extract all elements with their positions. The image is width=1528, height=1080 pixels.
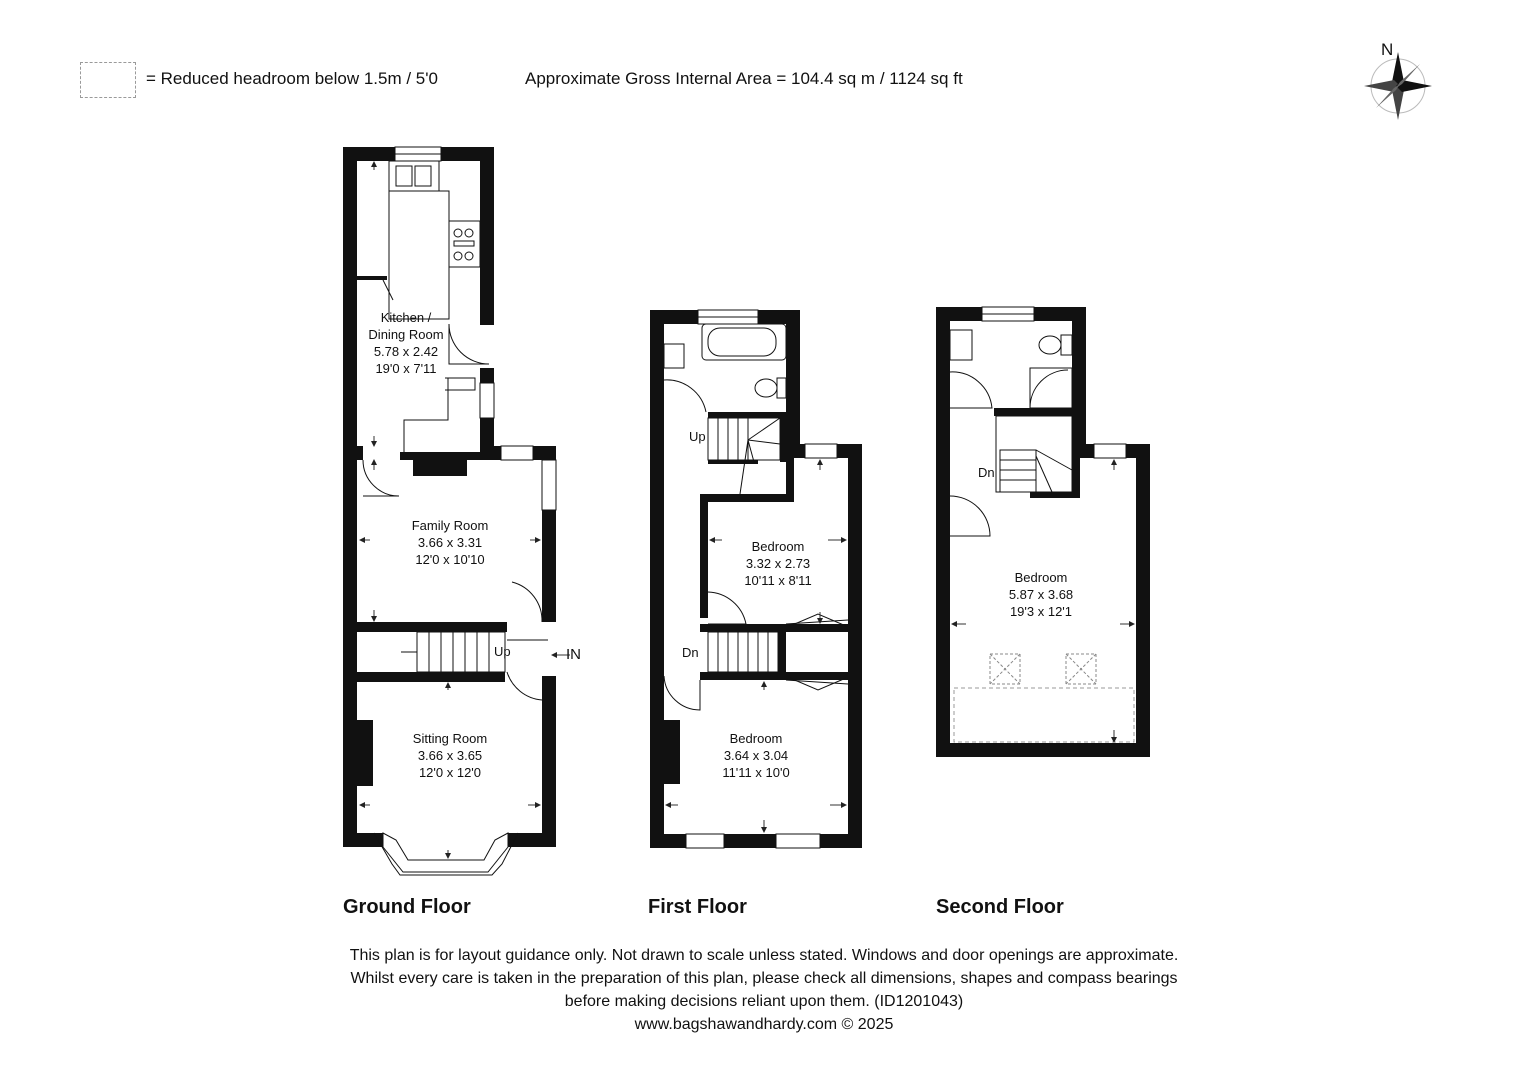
stairs-down-label: Dn [978,465,995,480]
room-name: Family Room [411,518,489,533]
room-dimensions-imperial: 10'11 x 8'11 [744,573,812,588]
room-name: Bedroom [751,539,805,554]
gross-internal-area: Approximate Gross Internal Area = 104.4 sq m / 1124 sq ft [525,69,963,88]
room-dimensions-imperial: 19'0 x 7'11 [375,361,437,376]
room-kitchen-dining [356,309,456,377]
first-floor-title: First Floor [648,896,747,918]
room-dimensions-metric: 3.66 x 3.31 [417,535,483,550]
legend-text: = Reduced headroom below 1.5m / 5'0 [146,69,438,88]
room-name: Bedroom [1014,570,1068,585]
room-dimensions-imperial: 19'3 x 12'1 [1009,604,1073,619]
room-bedroom-front [706,730,806,781]
stairs-up-label: Up [689,429,706,444]
second-floor-title: Second Floor [936,896,1064,918]
disclaimer-line: This plan is for layout guidance only. Not drawn to scale unless stated. Windows and door openings are approximate. [349,947,1179,964]
room-dimensions-imperial: 11'11 x 10'0 [722,765,790,780]
disclaimer [0,944,1528,1036]
room-name: Bedroom [729,731,783,746]
room-dimensions-imperial: 12'0 x 12'0 [418,765,482,780]
second-floor-plan [936,307,1150,757]
room-name: Dining Room [368,327,444,342]
entrance-label: IN [566,646,581,663]
room-family-room [400,517,500,568]
website-copyright: www.bagshawandhardy.com © 2025 [634,1016,894,1033]
ground-floor-title: Ground Floor [343,896,471,918]
room-name: Sitting Room [412,731,488,746]
compass-rose-icon [1364,52,1432,120]
room-dimensions-imperial: 12'0 x 10'10 [415,552,485,567]
room-name: Kitchen / [380,310,432,325]
room-bedroom-loft [991,569,1091,620]
room-dimensions-metric: 5.87 x 3.68 [1008,587,1074,602]
stairs-up-label: Up [494,644,511,659]
compass-north-label: N [1381,40,1394,59]
room-sitting-room [400,730,500,781]
room-bedroom-rear [728,538,828,589]
room-dimensions-metric: 3.64 x 3.04 [723,748,789,763]
disclaimer-line: Whilst every care is taken in the preparation of this plan, please check all dimensions, shapes and compass bearings [350,970,1178,987]
room-dimensions-metric: 3.32 x 2.73 [745,556,811,571]
stairs-down-label: Dn [682,645,699,660]
room-dimensions-metric: 5.78 x 2.42 [373,344,439,359]
room-dimensions-metric: 3.66 x 3.65 [417,748,483,763]
disclaimer-line: before making decisions reliant upon them. (ID1201043) [564,993,964,1010]
